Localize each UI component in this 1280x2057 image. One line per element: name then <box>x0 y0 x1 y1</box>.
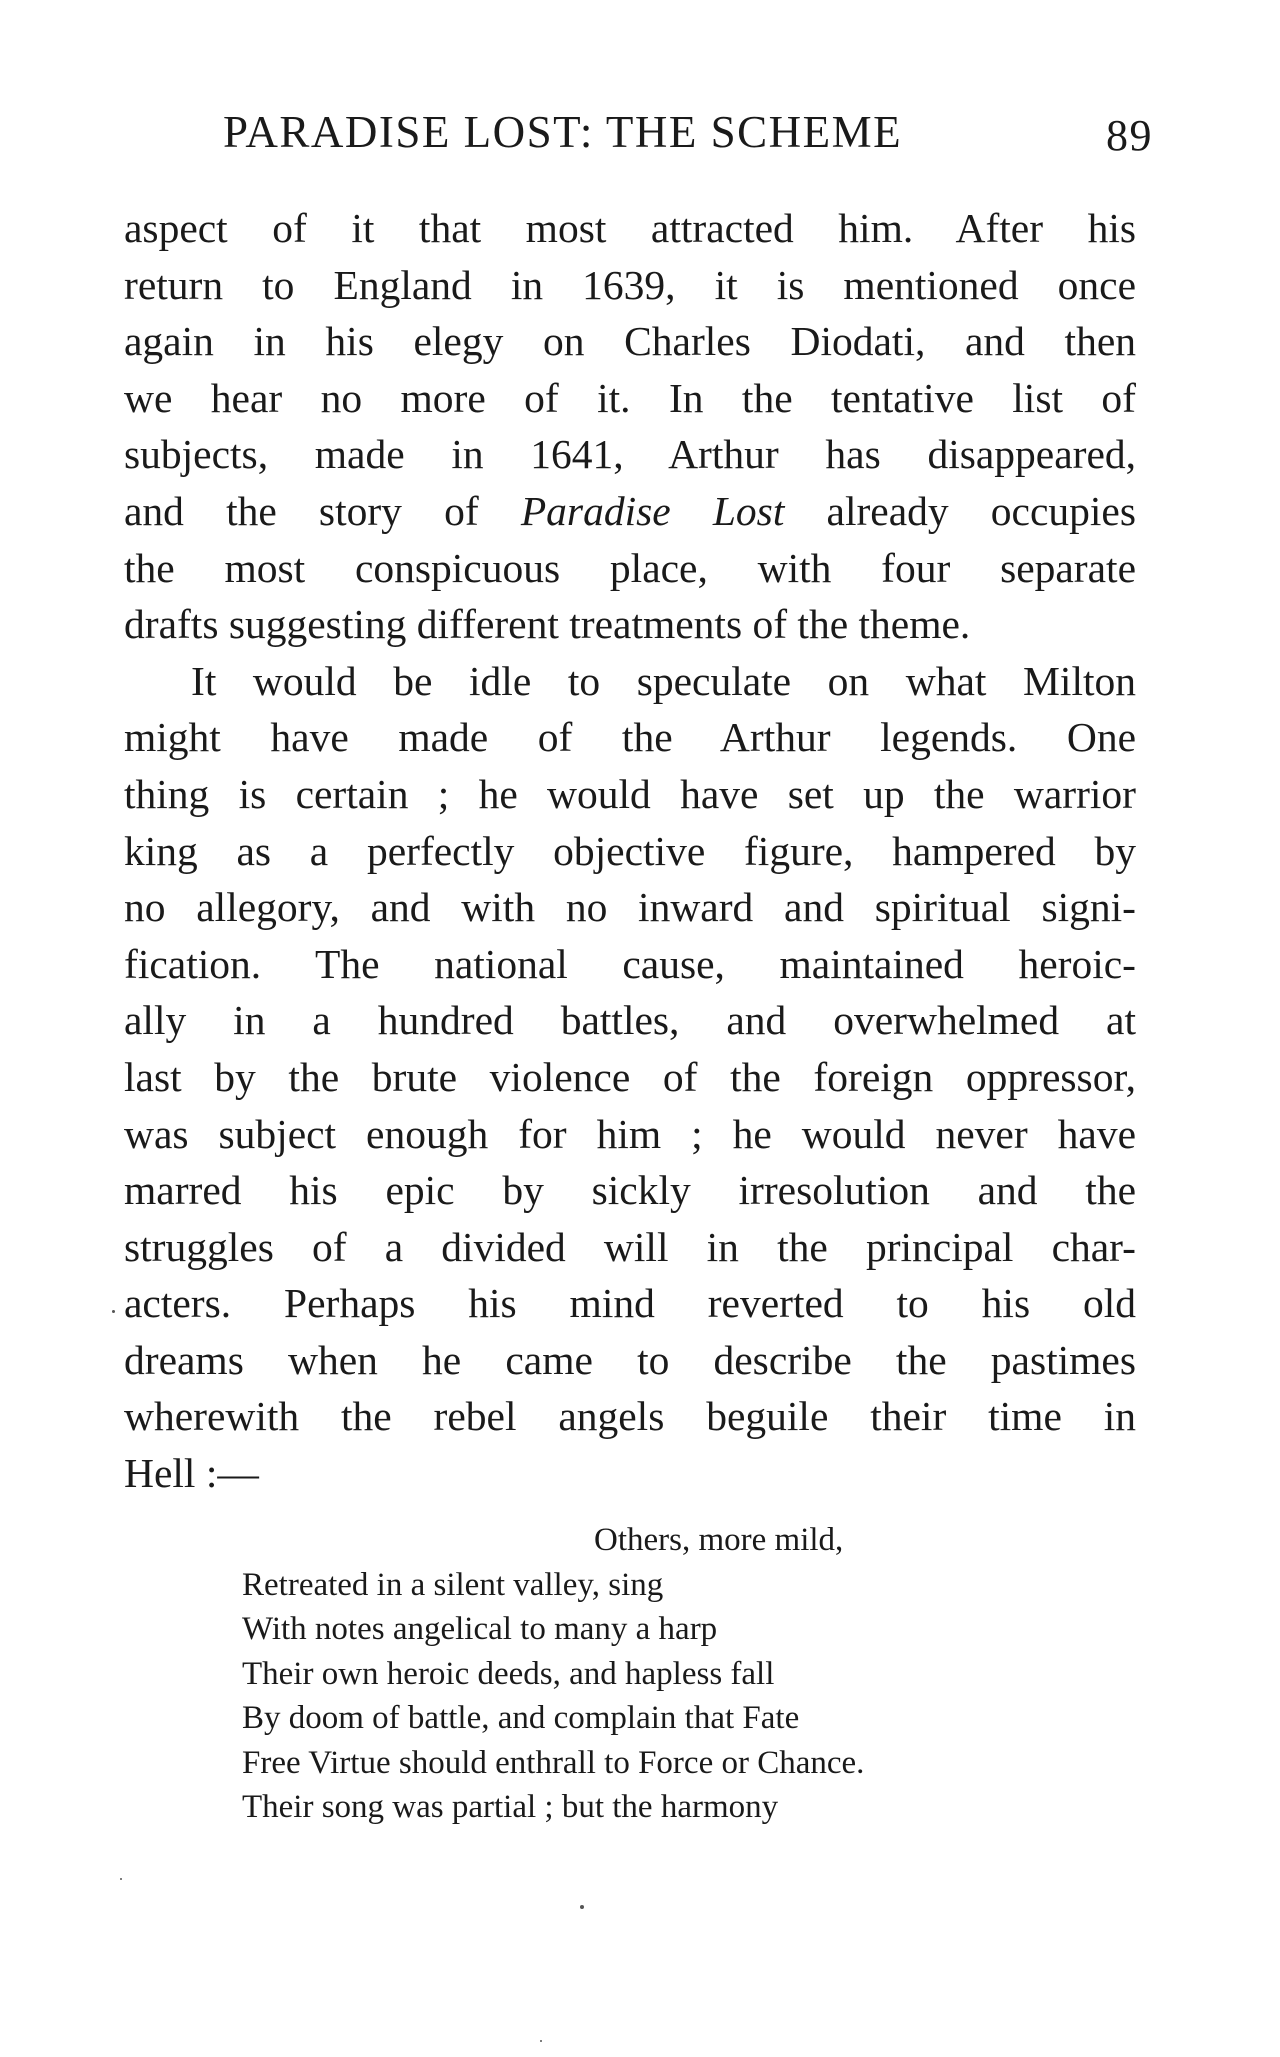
text-line: fication. The national cause, maintained heroic- <box>124 940 1136 987</box>
text-line: ally in a hundred battles, and overwhelmed at <box>124 997 1136 1044</box>
text-line: It would be idle to speculate on what Milton <box>191 657 1136 704</box>
text-line: acters. Perhaps his mind reverted to his old <box>124 1280 1136 1327</box>
verse-line: Retreated in a silent valley, sing <box>242 1566 664 1603</box>
text-line: was subject enough for him ; he would never have <box>124 1110 1136 1157</box>
text-line: might have made of the Arthur legends. One <box>124 714 1136 761</box>
verse-line: By doom of battle, and complain that Fate <box>242 1700 800 1736</box>
text-line: again in his elegy on Charles Diodati, and then <box>124 318 1136 365</box>
running-head <box>223 106 1153 166</box>
text-line: return to England in 1639, it is mentioned once <box>124 261 1136 308</box>
verse-line: Their own heroic deeds, and hapless fall <box>242 1655 775 1692</box>
text-line: drafts suggesting different treatments of the theme. <box>124 601 971 648</box>
text-line: aspect of it that most attracted him. After his <box>124 205 1136 251</box>
text-line: subjects, made in 1641, Arthur has disappeared, <box>124 431 1136 478</box>
text-line: king as a perfectly objective figure, hampered by <box>124 827 1136 874</box>
text-line: no allegory, and with no inward and spiritual signi- <box>124 884 1136 931</box>
text-line: dreams when he came to describe the pastimes <box>124 1336 1136 1383</box>
text-fragment: and the story of <box>124 487 521 534</box>
text-line: marred his epic by sickly irresolution and the <box>124 1167 1136 1214</box>
print-speck <box>112 1310 115 1313</box>
body-text <box>124 200 1136 1502</box>
text-line: we hear no more of it. In the tentative list of <box>124 374 1136 421</box>
print-speck <box>120 1878 122 1880</box>
page-number: 89 <box>1106 111 1153 160</box>
verse-line: Free Virtue should enthrall to Force or Chance. <box>242 1744 865 1781</box>
verse-line: Their song was partial ; but the harmony <box>242 1789 779 1825</box>
text-line: Hell :— <box>124 1450 259 1497</box>
text-line: last by the brute violence of the foreign oppressor, <box>124 1053 1136 1100</box>
verse-line: Others, more mild, <box>594 1522 844 1558</box>
text-fragment: already occupies <box>784 487 1136 534</box>
text-line: the most conspicuous place, with four separate <box>124 544 1136 591</box>
text-line: thing is certain ; he would have set up the warrior <box>124 770 1136 817</box>
running-title: PARADISE LOST: THE SCHEME <box>223 107 903 157</box>
print-speck <box>540 2040 542 2042</box>
italic-title: Paradise Lost <box>520 487 785 534</box>
verse-quotation <box>242 1518 1062 1830</box>
text-line: struggles of a divided will in the principal char- <box>124 1223 1136 1270</box>
print-speck <box>580 1905 584 1909</box>
text-line: wherewith the rebel angels beguile their time in <box>124 1393 1136 1440</box>
text-line <box>124 483 1136 540</box>
verse-line: With notes angelical to many a harp <box>242 1611 718 1647</box>
